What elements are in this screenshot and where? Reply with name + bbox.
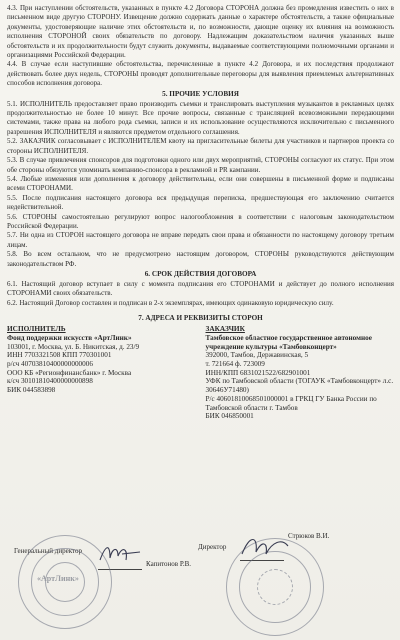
section-5 <box>7 100 394 269</box>
section-force-majeure <box>7 4 394 89</box>
executor-signature <box>96 540 144 566</box>
executor-name: Фонд поддержки искусств «АртЛинк» <box>7 333 132 342</box>
executor-address: 103001, г. Москва, ул. Б. Никитская, д. 23/9 <box>7 342 140 351</box>
paragraph-5-4: 5.4. Любые изменения или дополнения к договору действительны, если они совершены в письменной форме и подписаны всеми СТОРОНАМИ. <box>7 174 394 193</box>
paragraph-5-2: 5.2. ЗАКАЗЧИК согласовывает с ИСПОЛНИТЕЛЕМ квоту на пригласительные билеты для участников и партнеров проекта со стороны ИСПОЛНИТЕЛЯ. <box>7 137 394 155</box>
customer-signer-role: Директор <box>198 543 227 551</box>
customer-account: Р/с 40601810068501000001 в ГРКЦ ГУ Банка России по Тамбовской области г. Тамбов <box>205 394 377 412</box>
customer-name: Тамбовское областное государственное автономное учреждение культуры «Тамбовконцерт» <box>205 333 372 351</box>
customer-signature <box>238 532 294 562</box>
section-7-title: 7. АДРЕСА И РЕКВИЗИТЫ СТОРОН <box>138 314 263 323</box>
customer-bik: БИК 046850001 <box>205 412 254 421</box>
executor-column <box>7 325 200 421</box>
paragraph-6-2: 6.2. Настоящий Договор составлен и подписан в 2-х экземплярах, имеющих одинаковую юридическую силу. <box>7 298 334 307</box>
section-5-title: 5. ПРОЧИЕ УСЛОВИЯ <box>162 90 239 99</box>
paragraph-5-7: 5.7. Ни одна из СТОРОН настоящего договора не вправе передать свои права и обязанности по настоящему договору третьим лицам. <box>7 231 394 249</box>
customer-title: ЗАКАЗЧИК <box>205 324 245 334</box>
paragraph-5-5: 5.5. После подписания настоящего договора вся предыдущая переписка, предшествующая его заключению считается недействительной. <box>7 193 394 212</box>
customer-phone: т. 721664 ф. 723009 <box>205 360 265 368</box>
paragraph-5-8: 5.8. Во всем остальном, что не предусмотрено настоящим договором, СТОРОНЫ руководствуются действующим законодательством РФ. <box>7 250 394 268</box>
customer-inn: ИНН/КПП 6831021522/682901001 <box>205 368 311 377</box>
customer-ufk: УФК по Тамбовской области (ТОГАУК «Тамбовконцерт» л.с. 30646У71480) <box>205 377 394 395</box>
customer-address: 392000, Тамбов, Державинская, 5 <box>205 351 309 360</box>
paragraph-4-4: 4.4. В случае если наступившие обстоятельства, перечисленные в пункте 4.2 Договора, и их последствия продолжают действовать более двух недель, СТОРОНЫ проводят дополнительные переговоры для выявления приемлемых альтернативных способов исполнения договора. <box>7 60 394 88</box>
requisites-block <box>7 325 394 421</box>
executor-bik: БИК 044583898 <box>7 386 56 395</box>
customer-signer-name: Стрюков В.И. <box>288 532 330 540</box>
executor-bank: ООО КБ «Регионфинансбанк» г. Москва <box>7 368 132 377</box>
paragraph-5-1: 5.1. ИСПОЛНИТЕЛЬ предоставляет право производить съемки и транслировать выступления музыкантов в рекламных целях продолжительностью не более 10 минут. Все прочие вопросы, связанные с трансляцией всевозможными передающими системами, также права на любого рода съемки, записи и их использование осуществляются исключительно с письменного разрешения ИСПОЛНИТЕЛЯ и являются предметом отдельного соглашения. <box>7 99 394 136</box>
executor-signer-name: Капитонов Р.В. <box>146 560 192 568</box>
section-6-title: 6. СРОК ДЕЙСТВИЯ ДОГОВОРА <box>144 270 257 279</box>
executor-title: ИСПОЛНИТЕЛЬ <box>7 324 66 334</box>
executor-signer-role: Генеральный директор <box>14 547 82 555</box>
paragraph-5-3: 5.3. В случае привлечения спонсоров для подготовки одного или двух мероприятий, СТОРОНЫ согласуют их статус. При этом обе стороны обязуются упоминать компанию-спонсора в рекламной и PR кампании. <box>7 156 394 174</box>
paragraph-5-6: 5.6. СТОРОНЫ самостоятельно регулируют вопрос налогообложения в соответствии с налоговым законодательством Российской Федерации. <box>7 212 394 230</box>
executor-corr-account: к/сч 30101810400000000898 <box>7 377 93 386</box>
section-6 <box>7 280 394 308</box>
paragraph-4-3: 4.3. При наступлении обстоятельств, указанных в пункте 4.2 Договора СТОРОНА должна без промедления известить о них в письменном виде другую СТОРОНУ. Извещение должно содержать данные о характере обстоятельств, а также официальные документы, удостоверяющие наличие этих обстоятельств и, по возможности, дающие оценку их влияния на возможность исполнения СТОРОНОЙ своих обязательств по договору. Надлежащим доказательством наличия указанных выше обстоятельств и их продолжительности будут служить документы, выдаваемые соответствующими полномочными органами и организациями Российской Федерации. <box>7 4 394 60</box>
customer-column <box>200 325 395 421</box>
executor-account: р/сч 40703810400000000006 <box>7 360 93 368</box>
executor-stamp-text: «АртЛинк» <box>37 574 79 583</box>
executor-inn: ИНН 7703321508 КПП 770301001 <box>7 351 112 360</box>
paragraph-6-1: 6.1. Настоящий договор вступает в силу с момента подписания его СТОРОНАМИ и действует до полного исполнения СТОРОНАМИ своих обязательств. <box>7 279 394 298</box>
